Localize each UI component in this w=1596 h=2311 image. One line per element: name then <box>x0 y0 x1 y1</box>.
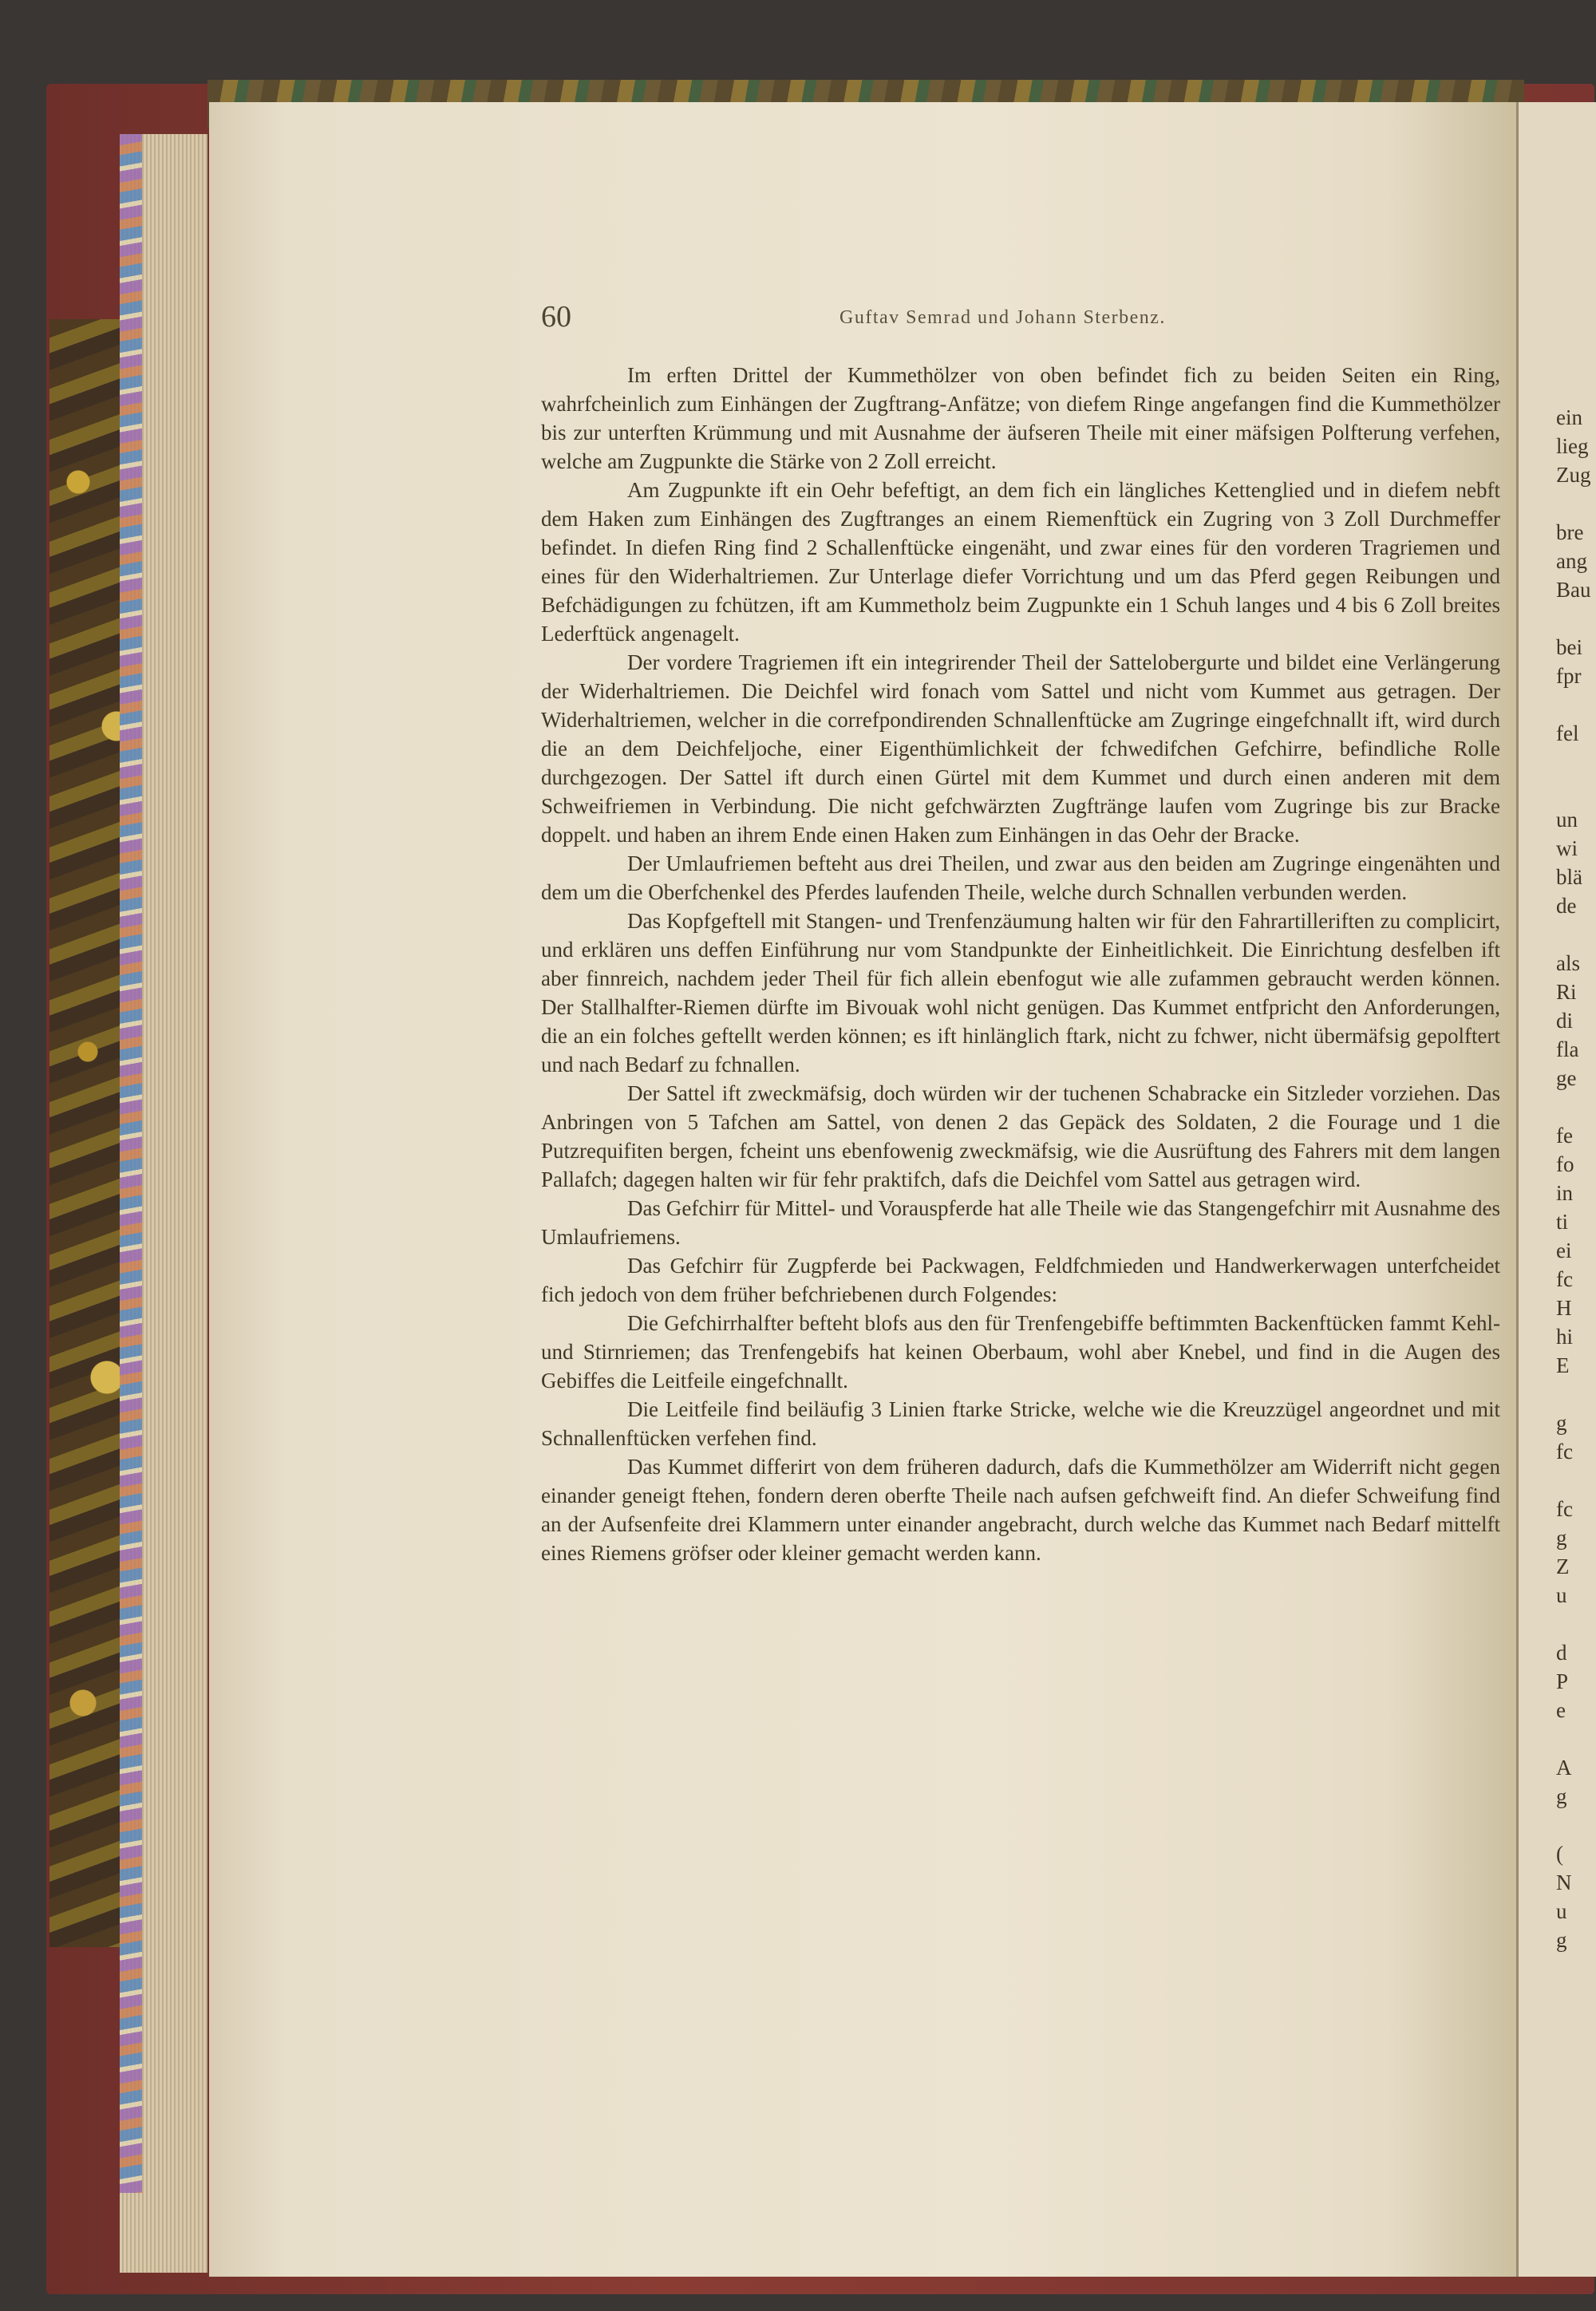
facing-page-fragment: u <box>1556 1899 1567 1923</box>
facing-page-fragment: fc <box>1556 1267 1573 1291</box>
facing-page-fragment: e <box>1556 1698 1566 1722</box>
facing-page-fragment: P <box>1556 1669 1569 1693</box>
facing-page-fragment: Bau <box>1556 578 1591 602</box>
facing-page-fragment: fla <box>1556 1037 1579 1061</box>
facing-page-fragment: bre <box>1556 520 1584 544</box>
paragraph: Das Gefchirr für Mittel- und Vorauspferde hat alle Theile wie das Stangengefchirr mit Ausnahme des Umlaufriemens. <box>541 1196 1500 1249</box>
paragraph: Der Umlaufriemen befteht aus drei Theilen, und zwar aus den beiden am Zugringe eingenähten und dem um die Oberfchenkel des Pferdes laufenden Theile, welche durch Schnallen verbunden werden. <box>541 851 1500 904</box>
marbled-page-edge <box>120 134 142 2193</box>
facing-page-fragment: ei <box>1556 1238 1572 1262</box>
facing-page-fragment: ang <box>1556 549 1587 573</box>
paragraph: Der Sattel ift zweckmäfsig, doch würden wir der tuchenen Schabracke ein Sitzleder vorziehen. Das Anbringen von 5 Tafchen am Sattel, von denen 2 das Gepäck des Soldaten, 2 die Fourage und 1 die Putzrequifiten bergen, fcheint uns ebenfowenig zweckmäfsig, wie die Ausrüftung des Fahrers mit dem langen Pallafch; dagegen halten wir für fehr praktifch, dafs die Deichfel vom Sattel aus getragen wird. <box>541 1081 1500 1191</box>
paragraph: Der vordere Tragriemen ift ein integrirender Theil der Sattelobergurte und bildet eine Verlängerung der Widerhaltriemen. Die Deichfel wird fonach vom Sattel und nicht vom Kummet aus getragen. Der Widerhaltriemen, welcher in die correfpondirenden Schnallenftücke am Zugringe eingefchnallt ift, wird durch die an dem Deichfeljoche, einer Eigenthümlichkeit der fchwedifchen Gefchirre, befindliche Rolle durchgezogen. Der Sattel ift durch einen Gürtel mit dem Kummet und durch einen anderen mit dem Schweifriemen in Verbindung. Die nicht gefchwärzten Zugftränge laufen vom Zugringe bis zur Bracke doppelt. und haben an ihrem Ende einen Haken zum Einhängen in das Oehr der Bracke. <box>541 650 1500 847</box>
facing-page-fragment <box>1556 920 1596 949</box>
facing-page-fragment: Ri <box>1556 980 1577 1004</box>
body-text <box>541 361 1500 1567</box>
facing-page-fragment <box>1556 748 1596 776</box>
facing-page-fragment: g <box>1556 1784 1567 1808</box>
facing-page-fragment <box>1556 1380 1596 1408</box>
facing-page-fragment <box>1556 1466 1596 1495</box>
facing-page-fragment: fe <box>1556 1124 1573 1148</box>
facing-page-fragment: Zug <box>1556 463 1591 487</box>
facing-page-fragment: N <box>1556 1871 1572 1894</box>
facing-page-fragment <box>1556 489 1596 518</box>
facing-page-fragment: fc <box>1556 1497 1573 1521</box>
paragraph: Das Gefchirr für Zugpferde bei Packwagen, Feldfchmieden und Handwerkerwagen unterfcheidet fich jedoch von dem früher befchriebenen durch Folgendes: <box>541 1254 1500 1306</box>
facing-page-fragment: ein <box>1556 405 1582 429</box>
facing-page-fragment: E <box>1556 1353 1570 1377</box>
facing-page-fragment <box>1556 1724 1596 1753</box>
facing-page-fragment: g <box>1556 1411 1567 1435</box>
page-number: 60 <box>541 300 571 334</box>
facing-page-fragment: ( <box>1556 1842 1563 1866</box>
facing-page-fragment: g <box>1556 1526 1567 1550</box>
facing-page-fragment: de <box>1556 894 1577 918</box>
facing-page-fragment <box>1556 1811 1596 1839</box>
facing-page-fragment: d <box>1556 1641 1567 1665</box>
facing-page-fragment: un <box>1556 808 1578 832</box>
facing-page-fragment: als <box>1556 951 1580 975</box>
facing-page-fragment: di <box>1556 1009 1574 1033</box>
facing-page-fragment: ge <box>1556 1066 1577 1090</box>
facing-page-fragment: bei <box>1556 635 1582 659</box>
facing-page-fragment: ti <box>1556 1210 1569 1234</box>
running-head: Guftav Semrad und Johann Sterbenz. <box>839 307 1166 328</box>
facing-page-fragment <box>1556 1092 1596 1121</box>
facing-page-fragment: fpr <box>1556 664 1582 688</box>
facing-page-fragment <box>1556 604 1596 633</box>
facing-page-fragment: A <box>1556 1756 1572 1780</box>
facing-page-fragment: hi <box>1556 1325 1574 1349</box>
facing-page-text <box>1556 403 1596 1983</box>
facing-page-fragment: wi <box>1556 836 1578 860</box>
paragraph: Das Kummet differirt von dem früheren dadurch, dafs die Kummethölzer am Widerrift nicht gegen einander geneigt ftehen, fondern deren oberfte Theile nach aufsen gefchweift find. An diefer Schweifung find an der Aufsenfeite drei Klammern unter einander angebracht, durch welche das Kummet nach Bedarf mittelft eines Riemens gröfser oder kleiner gemacht werden kann. <box>541 1455 1500 1565</box>
facing-page-fragment: fo <box>1556 1152 1574 1176</box>
paragraph: Im erften Drittel der Kummethölzer von oben befindet fich zu beiden Seiten ein Ring, wahrfcheinlich zum Einhängen der Zugftrang-Anfätze; von diefem Ringe angefangen find die Kummethölzer bis zur unterften Krümmung und mit Ausnahme der äufseren Theile mit einer mäfsigen Polfterung verfehen, welche am Zugpunkte die Stärke von 2 Zoll erreicht. <box>541 363 1500 473</box>
paragraph: Die Leitfeile find beiläufig 3 Linien ftarke Stricke, welche wie die Kreuzzügel angeordnet und mit Schnallenftücken verfehen find. <box>541 1397 1500 1450</box>
facing-page-fragment: H <box>1556 1296 1572 1320</box>
paragraph: Die Gefchirrhalfter befteht blofs aus den für Trenfengebiffe beftimmten Backenftücken fammt Kehl- und Stirnriemen; das Trenfengebifs hat keinen Oberbaum, wohl aber Knebel, und find in die Augen des Gebiffes die Leitfeile eingefchnallt. <box>541 1311 1500 1393</box>
facing-page-fragment <box>1556 776 1596 805</box>
facing-page-fragment: Z <box>1556 1554 1570 1578</box>
facing-page-fragment: blä <box>1556 865 1582 889</box>
paragraph: Am Zugpunkte ift ein Oehr befeftigt, an dem fich ein längliches Kettenglied und in diefem nebft dem Haken zum Einhängen des Zugftranges an einem Riemenftück ein Zugring von 3 Zoll Durchmeffer befindet. In diefen Ring find 2 Schallenftücke eingenäht, und zwar eines für den vorderen Tragriemen und eines für den Widerhaltriemen. Zur Unterlage diefer Vorrichtung und um das Pferd gegen Reibungen und Befchädigungen zu fchützen, ift am Kummetholz beim Zugpunkte ein 1 Schuh langes und 4 bis 6 Zoll breites Lederftück angenagelt. <box>541 478 1500 646</box>
facing-page-fragment <box>1556 1610 1596 1638</box>
paragraph: Das Kopfgeftell mit Stangen- und Trenfenzäumung halten wir für den Fahrartilleriften zu complicirt, und erklären uns deffen Einführung nur vom Standpunkte der Einheitlichkeit. Die Einrichtung desfelben ift aber finnreich, nachdem jeder Theil für fich allein ebenfogut wie alle zufammen gebraucht werden können. Der Stallhalfter-Riemen dürfte im Bivouak wohl nicht genügen. Das Kummet entfpricht den Anforderungen, die an ein folches geftellt werden können; es ift hinlänglich ftark, nicht zu fchwer, nicht übermäfsig gepolftert und nach Bedarf zu fchnallen. <box>541 909 1500 1076</box>
facing-page-fragment: g <box>1556 1928 1567 1952</box>
facing-page-fragment: lieg <box>1556 434 1589 458</box>
facing-page-fragment: in <box>1556 1181 1574 1205</box>
facing-page-fragment: u <box>1556 1583 1567 1607</box>
page-header <box>541 299 1519 339</box>
facing-page-fragment: fc <box>1556 1440 1573 1464</box>
facing-page-fragment: fel <box>1556 721 1579 745</box>
facing-page-fragment <box>1556 690 1596 719</box>
